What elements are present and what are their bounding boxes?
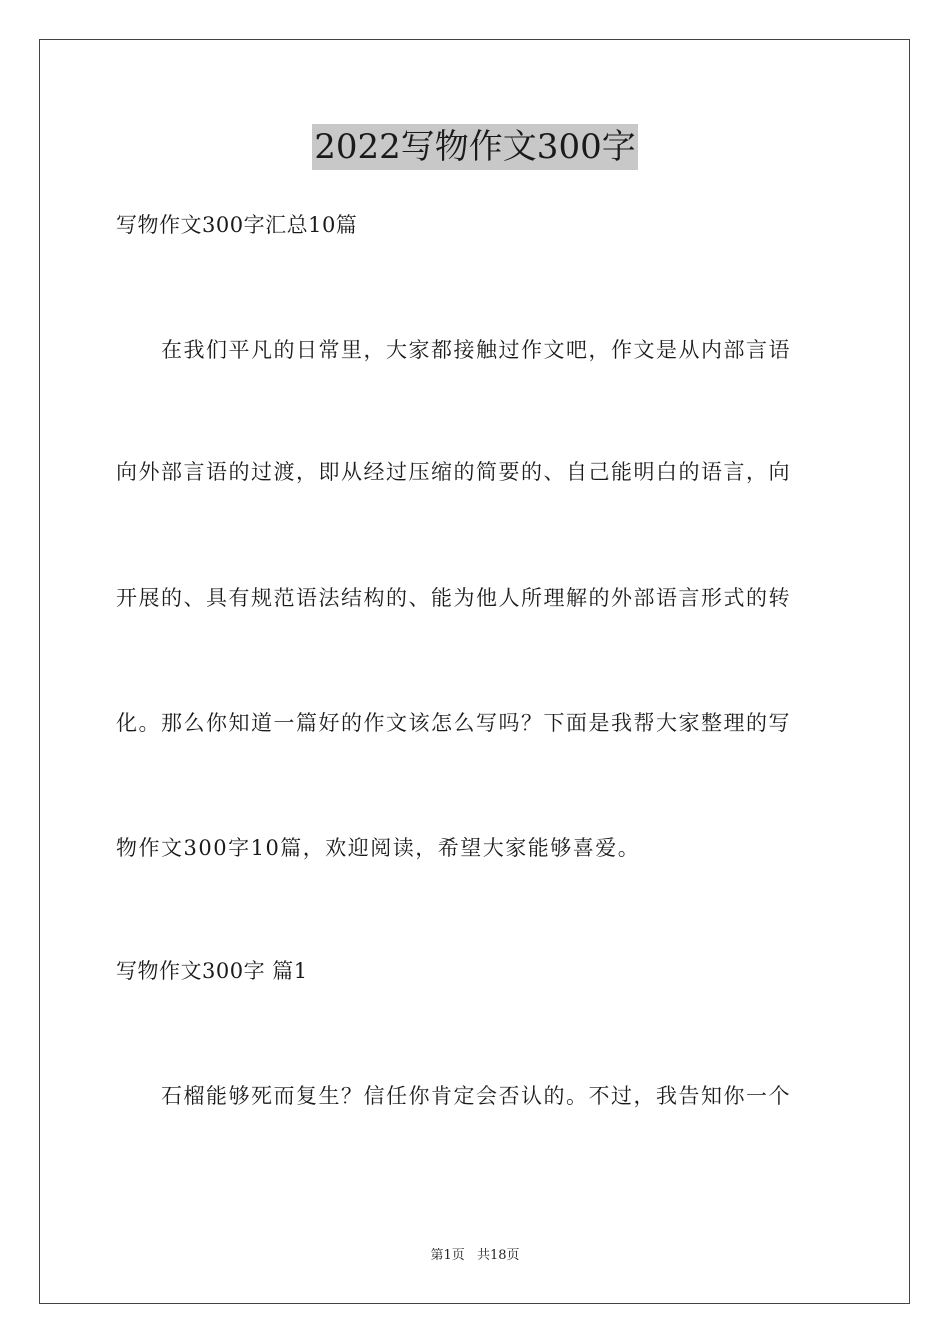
paragraph-line: 石榴能够死而复生？信任你肯定会否认的。不过，我告知你一个 (116, 1084, 791, 1108)
paragraph-line: 向外部言语的过渡，即从经过压缩的简要的、自己能明白的语言，向 (116, 460, 791, 484)
paragraph-line: 在我们平凡的日常里，大家都接触过作文吧，作文是从内部言语 (116, 338, 791, 362)
paragraph-line: 开展的、具有规范语法结构的、能为他人所理解的外部语言形式的转 (116, 586, 791, 610)
document-title: 2022写物作文300字 (312, 124, 637, 170)
summary-heading: 写物作文300字汇总10篇 (116, 213, 358, 237)
page-footer (0, 1247, 950, 1265)
section-heading: 写物作文300字 篇1 (116, 959, 308, 983)
paragraph-line: 物作文300字10篇，欢迎阅读，希望大家能够喜爱。 (116, 836, 641, 860)
title-container (0, 124, 950, 170)
page-total: 共18页 (476, 1248, 520, 1263)
paragraph-line: 化。那么你知道一篇好的作文该怎么写吗？下面是我帮大家整理的写 (116, 711, 791, 735)
page-number: 第1页 (430, 1248, 465, 1263)
